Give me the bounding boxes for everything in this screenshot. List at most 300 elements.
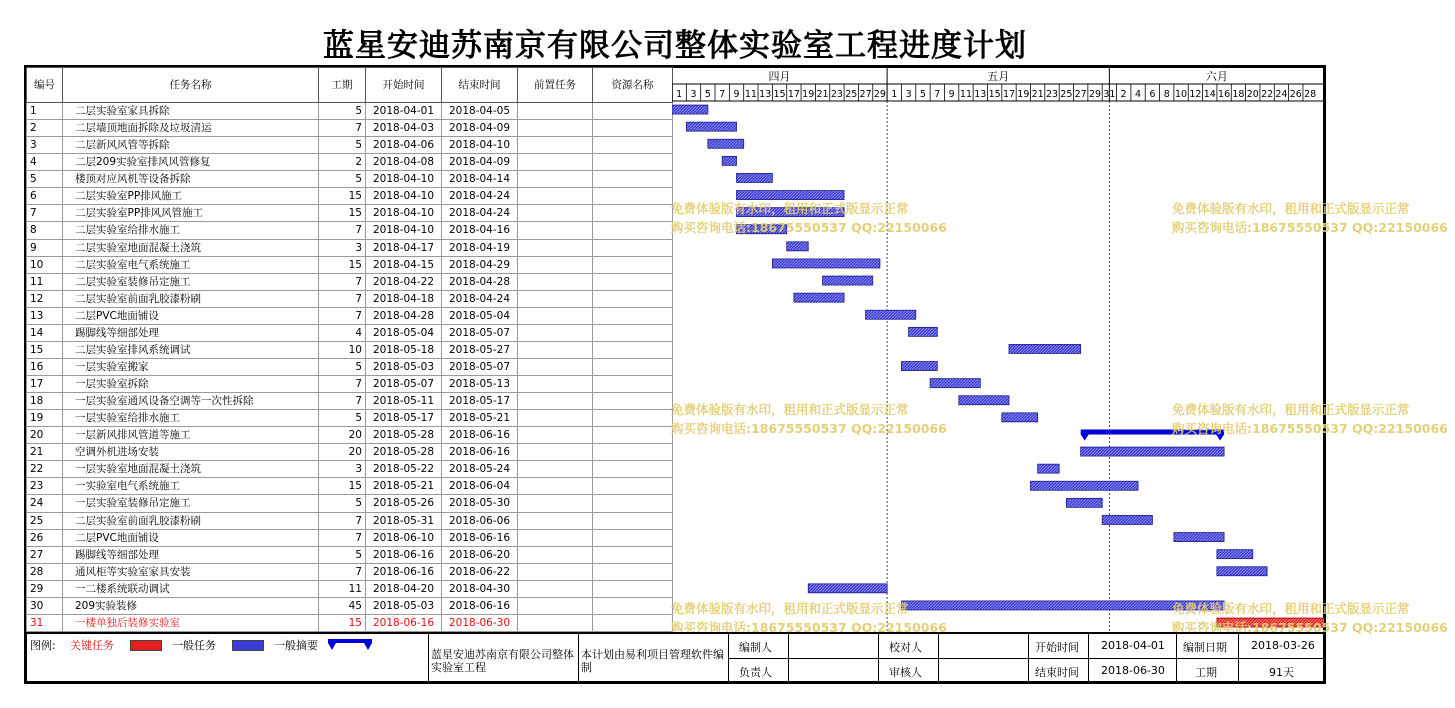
task-predecessor	[518, 239, 593, 256]
legend-critical-label: 关键任务	[70, 639, 114, 652]
task-end: 2018-04-24	[442, 290, 518, 307]
task-id: 27	[27, 546, 63, 563]
task-end: 2018-04-24	[442, 188, 518, 205]
task-id: 20	[27, 427, 63, 444]
gantt-bar	[787, 242, 809, 251]
gantt-bar	[772, 259, 880, 268]
task-start: 2018-04-17	[366, 239, 442, 256]
day-label: 13	[974, 89, 987, 100]
task-duration: 15	[319, 205, 366, 222]
footer	[26, 632, 1324, 684]
task-end: 2018-05-07	[442, 358, 518, 375]
task-name: 一实验室电气系统施工	[63, 478, 319, 495]
task-duration: 20	[319, 427, 366, 444]
task-row	[27, 597, 673, 614]
task-row	[27, 137, 673, 154]
task-end: 2018-04-28	[442, 273, 518, 290]
task-end: 2018-06-06	[442, 512, 518, 529]
page-title: 蓝星安迪苏南京有限公司整体实验室工程进度计划	[323, 28, 1027, 64]
watermark-line: 免费体验版有水印，租用和正式版显示正常	[671, 601, 909, 616]
footer-start-value-cell	[1088, 634, 1176, 659]
legend-critical-swatch	[130, 640, 162, 651]
footer-start-label: 开始时间	[1035, 641, 1079, 654]
footer-company: 蓝星安迪苏南京有限公司整体实验室工程	[431, 648, 574, 674]
day-label: 17	[787, 89, 800, 100]
task-name: 空调外机进场安装	[63, 444, 319, 461]
footer-owner-value	[788, 659, 878, 684]
gantt-bar	[1031, 481, 1139, 490]
task-row	[27, 495, 673, 512]
task-start: 2018-05-03	[366, 358, 442, 375]
task-end: 2018-05-13	[442, 376, 518, 393]
gantt-bar	[930, 379, 980, 388]
task-predecessor	[518, 376, 593, 393]
task-start: 2018-05-18	[366, 341, 442, 358]
task-duration: 15	[319, 188, 366, 205]
day-label: 7	[719, 89, 726, 100]
watermark-line: 免费体验版有水印，租用和正式版显示正常	[1172, 601, 1410, 616]
task-predecessor	[518, 307, 593, 324]
task-resource	[593, 154, 673, 171]
task-resource	[593, 614, 673, 631]
task-end: 2018-06-20	[442, 546, 518, 563]
day-label: 27	[1074, 89, 1087, 100]
footer-editor-label-cell	[728, 634, 788, 659]
day-label: 20	[1246, 89, 1259, 100]
task-duration: 5	[319, 103, 366, 120]
task-resource	[593, 546, 673, 563]
task-predecessor	[518, 597, 593, 614]
task-resource	[593, 290, 673, 307]
task-resource	[593, 205, 673, 222]
task-duration: 3	[319, 239, 366, 256]
task-duration: 2	[319, 154, 366, 171]
day-label: 22	[1261, 89, 1274, 100]
task-id: 19	[27, 410, 63, 427]
legend-normal-label: 一般任务	[172, 639, 216, 652]
task-id: 26	[27, 529, 63, 546]
task-name: 二层实验室地面混凝土浇筑	[63, 239, 319, 256]
task-duration: 45	[319, 597, 366, 614]
footer-duration-label-cell	[1176, 659, 1238, 684]
day-label: 27	[859, 89, 872, 100]
task-row	[27, 376, 673, 393]
task-id: 5	[27, 171, 63, 188]
task-start: 2018-05-21	[366, 478, 442, 495]
day-label: 29	[873, 89, 886, 100]
day-label: 28	[1304, 89, 1317, 100]
task-resource	[593, 376, 673, 393]
task-start: 2018-05-17	[366, 410, 442, 427]
task-row	[27, 427, 673, 444]
task-duration: 7	[319, 273, 366, 290]
task-start: 2018-06-10	[366, 529, 442, 546]
task-duration: 7	[319, 290, 366, 307]
task-resource	[593, 393, 673, 410]
task-predecessor	[518, 410, 593, 427]
day-label: 9	[948, 89, 955, 100]
day-label: 14	[1203, 89, 1216, 100]
watermark-line: 购买咨询电话:18675550537 QQ:22150066	[671, 421, 947, 436]
footer-editor-label: 编制人	[739, 641, 772, 654]
task-id: 10	[27, 256, 63, 273]
task-duration: 5	[319, 410, 366, 427]
task-start: 2018-04-06	[366, 137, 442, 154]
day-label: 5	[919, 89, 926, 100]
task-end: 2018-04-14	[442, 171, 518, 188]
day-label: 29	[1088, 89, 1102, 100]
day-label: 2	[1120, 89, 1127, 100]
task-resource	[593, 478, 673, 495]
task-resource	[593, 188, 673, 205]
task-row	[27, 614, 673, 631]
task-id: 1	[27, 103, 63, 120]
watermark-line: 免费体验版有水印，租用和正式版显示正常	[1172, 402, 1410, 417]
day-label: 6	[1149, 89, 1156, 100]
task-predecessor	[518, 154, 593, 171]
task-predecessor	[518, 137, 593, 154]
footer-company-cell	[428, 634, 578, 684]
task-end: 2018-05-21	[442, 410, 518, 427]
day-label: 13	[759, 89, 772, 100]
col-header-resource: 资源名称	[593, 68, 673, 103]
task-name: 二层新风风管等拆除	[63, 137, 319, 154]
task-row	[27, 273, 673, 290]
gantt-bar	[1174, 533, 1224, 542]
task-predecessor	[518, 444, 593, 461]
day-label: 1	[676, 89, 683, 100]
task-resource	[593, 256, 673, 273]
task-id: 24	[27, 495, 63, 512]
task-resource	[593, 341, 673, 358]
task-start: 2018-05-31	[366, 512, 442, 529]
task-resource	[593, 512, 673, 529]
task-row	[27, 154, 673, 171]
watermark-line: 购买咨询电话:18675550537 QQ:22150066	[1172, 220, 1448, 235]
task-id: 18	[27, 393, 63, 410]
task-name: 踢脚线等细部处理	[63, 546, 319, 563]
task-row	[27, 239, 673, 256]
task-name: 一层实验室装修吊定施工	[63, 495, 319, 512]
task-resource	[593, 120, 673, 137]
task-end: 2018-04-29	[442, 256, 518, 273]
day-label: 8	[1163, 89, 1170, 100]
task-name: 一二楼系统联动调试	[63, 580, 319, 597]
task-predecessor	[518, 529, 593, 546]
footer-date-label-cell	[1176, 634, 1238, 659]
footer-reviewer-value	[938, 659, 1028, 684]
task-id: 22	[27, 461, 63, 478]
task-end: 2018-05-30	[442, 495, 518, 512]
task-start: 2018-05-03	[366, 597, 442, 614]
day-label: 7	[934, 89, 941, 100]
task-id: 30	[27, 597, 63, 614]
footer-duration-label: 工期	[1195, 666, 1217, 679]
footer-end-label: 结束时间	[1035, 666, 1079, 679]
task-row	[27, 529, 673, 546]
legend-label: 图例:	[30, 639, 56, 652]
task-duration: 5	[319, 495, 366, 512]
task-row	[27, 444, 673, 461]
day-label: 10	[1175, 89, 1188, 100]
task-end: 2018-05-04	[442, 307, 518, 324]
gantt-bar	[708, 139, 744, 148]
task-start: 2018-04-28	[366, 307, 442, 324]
task-row	[27, 580, 673, 597]
task-resource	[593, 137, 673, 154]
task-start: 2018-04-03	[366, 120, 442, 137]
task-predecessor	[518, 188, 593, 205]
task-predecessor	[518, 120, 593, 137]
day-label: 19	[1017, 89, 1030, 100]
task-row	[27, 563, 673, 580]
task-resource	[593, 444, 673, 461]
task-name: 一层实验室给排水施工	[63, 410, 319, 427]
task-id: 14	[27, 324, 63, 341]
task-start: 2018-05-22	[366, 461, 442, 478]
task-table-body	[27, 103, 673, 632]
task-predecessor	[518, 222, 593, 239]
task-duration: 5	[319, 171, 366, 188]
task-id: 25	[27, 512, 63, 529]
month-label: 六月	[1205, 70, 1228, 83]
day-label: 15	[988, 89, 1001, 100]
footer-note: 本计划由易利项目管理软件编制	[581, 648, 724, 674]
footer-note-cell	[578, 634, 728, 684]
task-name: 二层实验室装修吊定施工	[63, 273, 319, 290]
task-duration: 7	[319, 512, 366, 529]
task-end: 2018-06-16	[442, 529, 518, 546]
task-id: 17	[27, 376, 63, 393]
task-row	[27, 324, 673, 341]
task-row	[27, 461, 673, 478]
task-resource	[593, 427, 673, 444]
task-row	[27, 546, 673, 563]
watermark-line: 购买咨询电话:18675550537 QQ:22150066	[1172, 421, 1448, 436]
month-label: 五月	[987, 70, 1010, 83]
day-label: 11	[744, 89, 757, 100]
task-end: 2018-06-16	[442, 427, 518, 444]
task-name: 二层实验室前面乳胶漆粉刷	[63, 512, 319, 529]
day-label: 19	[802, 89, 815, 100]
task-id: 7	[27, 205, 63, 222]
task-name: 二层PVC地面铺设	[63, 307, 319, 324]
task-start: 2018-05-11	[366, 393, 442, 410]
task-predecessor	[518, 512, 593, 529]
day-label: 4	[1135, 89, 1142, 100]
task-id: 31	[27, 614, 63, 631]
task-resource	[593, 410, 673, 427]
col-header-predecessor: 前置任务	[518, 68, 593, 103]
task-row	[27, 358, 673, 375]
task-end: 2018-06-04	[442, 478, 518, 495]
task-predecessor	[518, 324, 593, 341]
task-start: 2018-04-20	[366, 580, 442, 597]
task-predecessor	[518, 478, 593, 495]
task-end: 2018-04-09	[442, 120, 518, 137]
task-duration: 3	[319, 461, 366, 478]
task-row	[27, 120, 673, 137]
task-id: 28	[27, 563, 63, 580]
task-end: 2018-04-10	[442, 137, 518, 154]
task-predecessor	[518, 461, 593, 478]
gantt-bar	[808, 584, 887, 593]
task-name: 一层实验室拆除	[63, 376, 319, 393]
watermark-line: 免费体验版有水印，租用和正式版显示正常	[1172, 201, 1410, 216]
task-name: 通风柜等实验室家具安装	[63, 563, 319, 580]
gantt-bar	[1102, 515, 1152, 524]
task-id: 9	[27, 239, 63, 256]
task-duration: 7	[319, 307, 366, 324]
task-predecessor	[518, 393, 593, 410]
task-row	[27, 290, 673, 307]
col-header-end: 结束时间	[442, 68, 518, 103]
watermark-text	[1172, 199, 1448, 237]
task-start: 2018-04-01	[366, 103, 442, 120]
task-name: 二层实验室给排水施工	[63, 222, 319, 239]
footer-end-value-cell	[1088, 659, 1176, 684]
task-name: 二层实验室排风系统调试	[63, 341, 319, 358]
task-end: 2018-04-24	[442, 205, 518, 222]
task-predecessor	[518, 614, 593, 631]
task-id: 23	[27, 478, 63, 495]
task-duration: 15	[319, 256, 366, 273]
task-row	[27, 256, 673, 273]
task-id: 29	[27, 580, 63, 597]
task-row	[27, 103, 673, 120]
task-resource	[593, 307, 673, 324]
task-resource	[593, 358, 673, 375]
task-id: 21	[27, 444, 63, 461]
legend	[26, 634, 428, 684]
watermark-text	[1172, 400, 1448, 438]
task-row	[27, 222, 673, 239]
task-end: 2018-06-22	[442, 563, 518, 580]
task-start: 2018-06-16	[366, 614, 442, 631]
watermark-line: 购买咨询电话:18675550537 QQ:22150066	[671, 220, 947, 235]
task-predecessor	[518, 171, 593, 188]
task-predecessor	[518, 103, 593, 120]
task-end: 2018-04-09	[442, 154, 518, 171]
task-duration: 5	[319, 137, 366, 154]
gantt-chart	[672, 67, 1324, 632]
task-id: 2	[27, 120, 63, 137]
task-predecessor	[518, 495, 593, 512]
task-row	[27, 410, 673, 427]
task-duration: 7	[319, 120, 366, 137]
task-predecessor	[518, 205, 593, 222]
task-row	[27, 478, 673, 495]
gantt-bar	[722, 156, 736, 165]
month-label: 四月	[768, 70, 791, 83]
task-start: 2018-06-16	[366, 546, 442, 563]
task-id: 15	[27, 341, 63, 358]
legend-summary-swatch	[328, 639, 372, 651]
task-duration: 15	[319, 614, 366, 631]
task-start: 2018-05-07	[366, 376, 442, 393]
gantt-bar	[1009, 344, 1081, 353]
task-name: 二层实验室PP排风风管施工	[63, 205, 319, 222]
col-header-name: 任务名称	[63, 68, 319, 103]
task-table-header	[27, 68, 673, 103]
task-predecessor	[518, 563, 593, 580]
gantt-bar	[1217, 567, 1267, 576]
day-label: 21	[816, 89, 829, 100]
task-resource	[593, 239, 673, 256]
task-resource	[593, 529, 673, 546]
gantt-bar	[1217, 550, 1253, 559]
day-label: 18	[1232, 89, 1245, 100]
task-name: 二层实验室电气系统施工	[63, 256, 319, 273]
task-resource	[593, 580, 673, 597]
task-row	[27, 307, 673, 324]
task-start: 2018-04-18	[366, 290, 442, 307]
task-predecessor	[518, 290, 593, 307]
task-name: 楼顶对应风机等设备拆除	[63, 171, 319, 188]
task-resource	[593, 461, 673, 478]
day-label: 15	[773, 89, 786, 100]
day-label: 23	[830, 89, 843, 100]
task-duration: 7	[319, 563, 366, 580]
footer-checker-label: 校对人	[889, 641, 922, 654]
day-label: 1	[891, 89, 898, 100]
task-name: 209实验装修	[63, 597, 319, 614]
task-start: 2018-04-08	[366, 154, 442, 171]
task-name: 一层新风排风管道等施工	[63, 427, 319, 444]
task-id: 8	[27, 222, 63, 239]
day-label: 3	[905, 89, 912, 100]
task-resource	[593, 324, 673, 341]
task-id: 13	[27, 307, 63, 324]
day-label: 16	[1218, 89, 1231, 100]
gantt-bar	[737, 173, 773, 182]
col-header-duration: 工期	[319, 68, 366, 103]
footer-end-label-cell	[1028, 659, 1088, 684]
task-end: 2018-05-24	[442, 461, 518, 478]
gantt-bar	[1002, 413, 1038, 422]
task-predecessor	[518, 358, 593, 375]
task-end: 2018-04-19	[442, 239, 518, 256]
footer-start-value: 2018-04-01	[1101, 639, 1165, 652]
footer-owner-label-cell	[728, 659, 788, 684]
task-predecessor	[518, 341, 593, 358]
footer-editor-value	[788, 634, 878, 659]
legend-normal-swatch	[232, 640, 264, 651]
gantt-bar	[901, 362, 937, 371]
task-resource	[593, 273, 673, 290]
task-predecessor	[518, 273, 593, 290]
task-name: 一层实验室搬家	[63, 358, 319, 375]
gantt-bar	[1038, 464, 1060, 473]
task-end: 2018-05-07	[442, 324, 518, 341]
task-duration: 15	[319, 478, 366, 495]
task-start: 2018-04-22	[366, 273, 442, 290]
day-label: 23	[1045, 89, 1059, 100]
day-label: 31	[1103, 89, 1116, 100]
task-name: 踢脚线等细部处理	[63, 324, 319, 341]
footer-end-value: 2018-06-30	[1101, 664, 1165, 677]
gantt-bar	[909, 327, 938, 336]
task-duration: 10	[319, 341, 366, 358]
task-duration: 5	[319, 358, 366, 375]
task-duration: 11	[319, 580, 366, 597]
task-start: 2018-04-10	[366, 205, 442, 222]
task-resource	[593, 563, 673, 580]
task-name: 二层PVC地面铺设	[63, 529, 319, 546]
task-row	[27, 341, 673, 358]
task-id: 3	[27, 137, 63, 154]
task-start: 2018-06-16	[366, 563, 442, 580]
